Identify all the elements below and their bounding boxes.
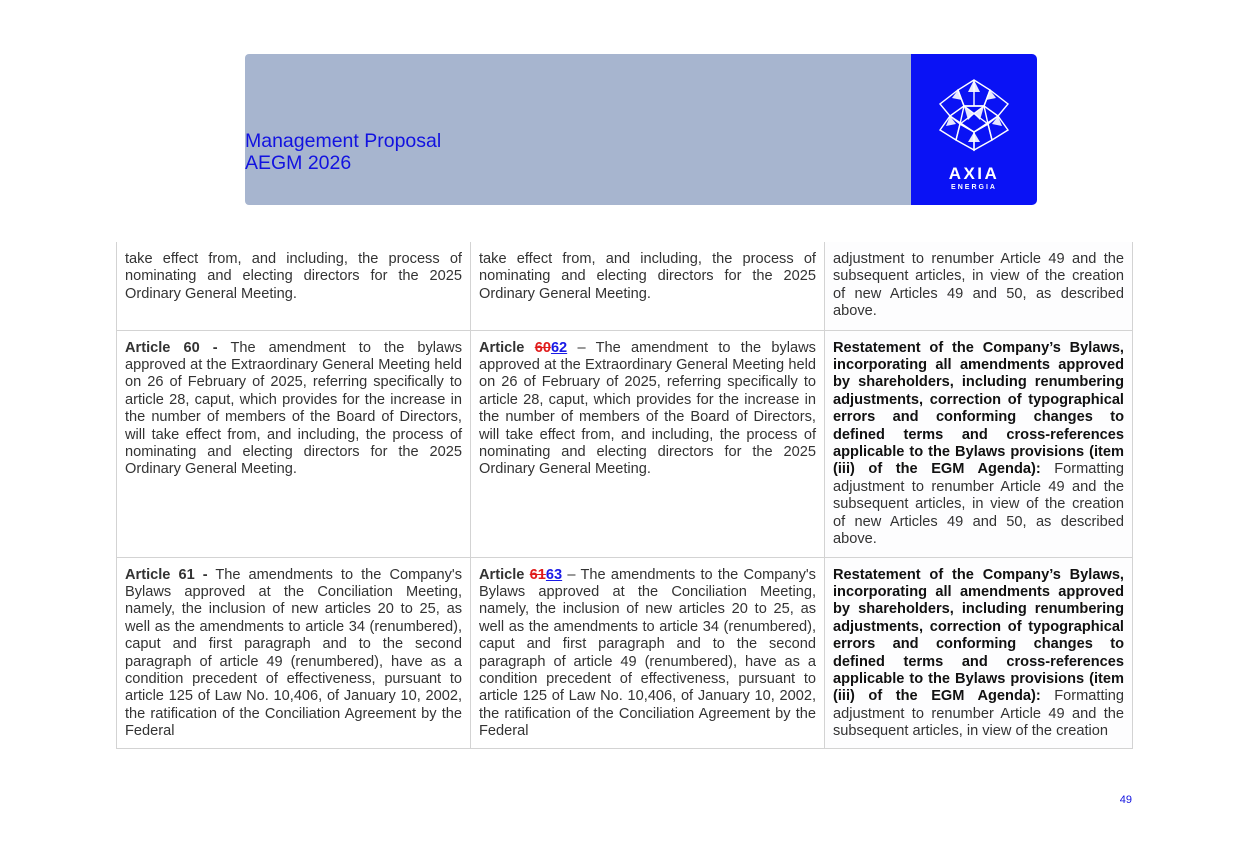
company-logo <box>911 54 1037 205</box>
article-body: take effect from, and including, the process of nominating and electing directors for the 2025 Ordinary General Meeting. <box>125 251 462 302</box>
justification-body: adjustment to renumber Article 49 and the subsequent articles, in view of the creation of new Articles 49 and 50, as described above. <box>833 251 1124 320</box>
document-title <box>245 130 441 174</box>
article-heading: Article <box>479 566 530 583</box>
logo-name: AXIA <box>948 164 1000 183</box>
header-banner <box>245 54 911 205</box>
table-row <box>117 330 1133 557</box>
deleted-number: 60 <box>534 339 551 356</box>
article-heading: Article <box>479 339 535 356</box>
justification-heading: Restatement of the Company’s Bylaws, incorporating all amendments approved by shareholders, including renumbering adjustments, correction of typographical errors and conforming changes to defined terms and cross-references applicable to the Bylaws provisions (item (iii) of the EGM Agenda): <box>833 339 1124 478</box>
article-body: The amendment to the bylaws approved at the Extraordinary General Meeting held on 26 of February of 2025, referring specifically to article 28, caput, which provides for the increase in the number of members of the Board of Directors, will take effect from, and including, the process of nominating and electing directors for the 2025 Ordinary General Meeting. <box>125 339 463 478</box>
justification-body: Formatting adjustment to renumber Article 49 and the subsequent articles, in view of the creation of new Articles 49 and 50, as described above. <box>833 461 1125 547</box>
justification-cell <box>825 242 1133 330</box>
globe-logo-icon <box>934 76 1014 156</box>
title-line-2: AEGM 2026 <box>245 152 352 174</box>
justification-cell <box>825 330 1133 557</box>
article-heading: Article 61 - <box>125 566 208 583</box>
logo-subtitle: ENERGIA <box>951 184 997 191</box>
title-line-1: Management Proposal <box>245 130 442 152</box>
current-text-cell <box>117 242 471 330</box>
proposed-text-cell <box>471 330 825 557</box>
deleted-number: 61 <box>529 566 546 583</box>
justification-cell <box>825 557 1133 748</box>
article-heading: Article 60 - <box>125 339 218 356</box>
table-row <box>117 242 1133 330</box>
article-body: take effect from, and including, the process of nominating and electing directors for the 2025 Ordinary General Meeting. <box>479 251 816 302</box>
inserted-number: 62 <box>550 339 568 356</box>
bylaws-comparison-table <box>116 242 1133 749</box>
article-body: – The amendment to the bylaws approved at the Extraordinary General Meeting held on 26 of February of 2025, referring specifically to article 28, caput, which provides for the increase in the number of members of the Board of Directors, will take effect from, and including, the process of nominating and electing directors for the 2025 Ordinary General Meeting. <box>479 339 816 478</box>
article-body: – The amendments to the Company's Bylaws approved at the Conciliation Meeting, namely, the inclusion of new articles 20 to 25, as well as the amendments to article 34 (renumbered), caput and first paragraph and to the second paragraph of article 49 (renumbered), have as a condition precedent of effectiveness, pursuant to article 125 of Law No. 10,406, of January 10, 2002, the ratification of the Conciliation Agreement by the Federal <box>479 566 816 740</box>
page-number: 49 <box>1119 794 1132 806</box>
table-row <box>117 557 1133 748</box>
justification-body: Formatting adjustment to renumber Article 49 and the subsequent articles, in view of the creation <box>833 688 1125 740</box>
current-text-cell <box>117 330 471 557</box>
current-text-cell <box>117 557 471 748</box>
inserted-number: 63 <box>545 566 563 583</box>
justification-heading: Restatement of the Company’s Bylaws, incorporating all amendments approved by shareholders, including renumbering adjustments, correction of typographical errors and conforming changes to defined terms and cross-references applicable to the Bylaws provisions (item (iii) of the EGM Agenda): <box>833 566 1124 705</box>
article-body: The amendments to the Company's Bylaws approved at the Conciliation Meeting, namely, the inclusion of new articles 20 to 25, as well as the amendments to article 34 (renumbered), caput and first paragraph and to the second paragraph of article 49 (renumbered), have as a condition precedent of effectiveness, pursuant to article 125 of Law No. 10,406, of January 10, 2002, the ratification of the Conciliation Agreement by the Federal <box>125 566 462 740</box>
proposed-text-cell <box>471 557 825 748</box>
proposed-text-cell <box>471 242 825 330</box>
